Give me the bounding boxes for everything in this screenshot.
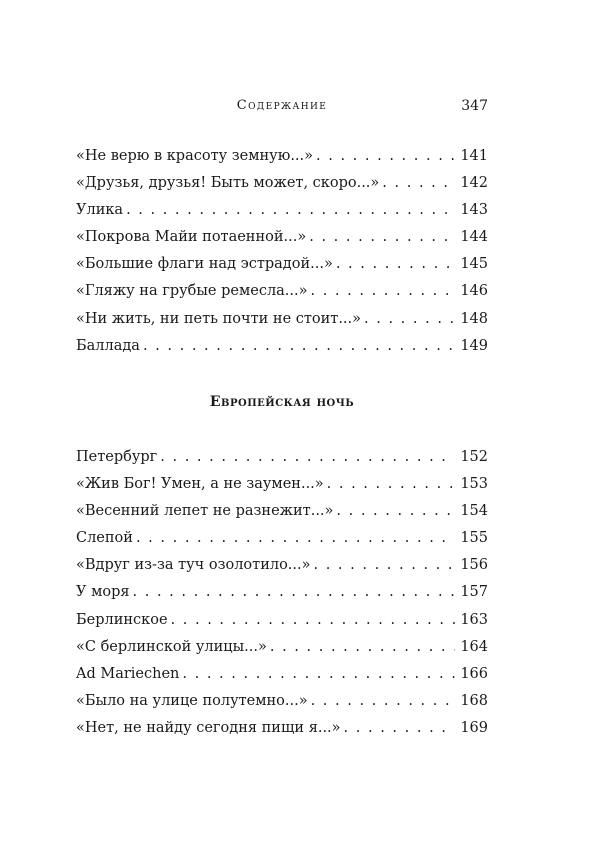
toc-entry — [76, 474, 488, 501]
dot-leader — [143, 336, 455, 356]
toc-entry — [76, 336, 488, 363]
toc-entry-title: «Жив Бог! Умен, а не заумен...» — [76, 476, 324, 493]
toc-entry-page: 169 — [460, 719, 488, 736]
toc-entry — [76, 173, 488, 200]
toc-entry — [76, 254, 488, 281]
toc-entry-title: Улика — [76, 202, 124, 219]
dot-leader — [309, 227, 455, 247]
toc-entry-page: 156 — [460, 557, 488, 574]
running-header-title: Содержание — [236, 98, 328, 113]
toc-entry — [76, 691, 488, 718]
toc-entry-page: 155 — [460, 530, 488, 547]
toc-list-part2 — [76, 447, 488, 745]
dot-leader — [344, 718, 456, 738]
toc-entry-page: 163 — [460, 611, 488, 628]
toc-entry-title: Ad Mariechen — [76, 665, 180, 682]
toc-entry — [76, 555, 488, 582]
toc-entry-title: «Покрова Майи потаенной...» — [76, 229, 307, 246]
toc-entry-title: Берлинское — [76, 611, 168, 628]
dot-leader — [182, 664, 455, 684]
toc-entry-page: 146 — [460, 283, 488, 300]
dot-leader — [133, 582, 456, 602]
toc-entry-page: 145 — [460, 256, 488, 273]
toc-entry-title: «Не верю в красоту земную...» — [76, 148, 314, 164]
toc-entry-page: 166 — [460, 665, 488, 682]
toc-entry-page: 143 — [460, 202, 488, 219]
toc-entry-title: Петербург — [76, 449, 158, 465]
toc-entry — [76, 582, 488, 609]
toc-entry — [76, 447, 488, 474]
toc-entry-page: 152 — [460, 449, 488, 465]
toc-entry-title: «Гляжу на грубые ремесла...» — [76, 283, 308, 300]
dot-leader — [171, 610, 456, 630]
dot-leader — [311, 281, 456, 301]
toc-entry — [76, 610, 488, 637]
toc-entry-page: 141 — [460, 148, 488, 164]
dot-leader — [316, 146, 455, 166]
toc-entry-page: 148 — [460, 310, 488, 327]
toc-entry-title: «Было на улице полутемно...» — [76, 692, 308, 709]
toc-entry — [76, 200, 488, 227]
toc-entry — [76, 146, 488, 173]
toc-entry-page: 153 — [460, 476, 488, 493]
toc-entry — [76, 664, 488, 691]
toc-entry-title: У моря — [76, 584, 130, 601]
toc-entry-title: Баллада — [76, 337, 140, 354]
toc-entry — [76, 718, 488, 745]
toc-entry-page: 142 — [460, 175, 488, 192]
dot-leader — [327, 474, 456, 494]
toc-entry — [76, 501, 488, 528]
dot-leader — [270, 637, 455, 657]
page-number: 347 — [461, 98, 488, 114]
dot-leader — [311, 691, 456, 711]
dot-leader — [126, 200, 455, 220]
dot-leader — [364, 309, 455, 329]
toc-entry-title: «Вдруг из-за туч озолотило...» — [76, 557, 311, 574]
toc-entry — [76, 528, 488, 555]
dot-leader — [314, 555, 456, 575]
toc-entry — [76, 637, 488, 664]
section-heading: Европейская ночь — [209, 394, 355, 410]
running-header — [76, 98, 488, 118]
toc-entry-page: 168 — [460, 692, 488, 709]
toc-entry-title: «Ни жить, ни петь почти не стоит...» — [76, 310, 362, 327]
toc-entry-page: 157 — [460, 584, 488, 601]
toc-entry-page: 144 — [460, 229, 488, 246]
toc-entry-title: «С берлинской улицы...» — [76, 638, 267, 655]
dot-leader — [136, 528, 455, 548]
dot-leader — [160, 447, 455, 467]
dot-leader — [336, 501, 455, 521]
toc-entry-title: «Большие флаги над эстрадой...» — [76, 256, 333, 273]
toc-entry-title: «Друзья, друзья! Быть может, скоро...» — [76, 175, 380, 192]
toc-entry-page: 149 — [460, 337, 488, 354]
toc-entry-page: 154 — [460, 503, 488, 520]
toc-list-part1 — [76, 146, 488, 363]
toc-entry-page: 164 — [460, 638, 488, 655]
toc-entry-title: «Весенний лепет не разнежит...» — [76, 503, 334, 520]
toc-entry — [76, 309, 488, 336]
dot-leader — [336, 254, 455, 274]
toc-entry-title: Слепой — [76, 530, 133, 547]
dot-leader — [382, 173, 455, 193]
toc-entry — [76, 281, 488, 308]
toc-entry — [76, 227, 488, 254]
toc-entry-title: «Нет, не найду сегодня пищи я...» — [76, 719, 341, 736]
